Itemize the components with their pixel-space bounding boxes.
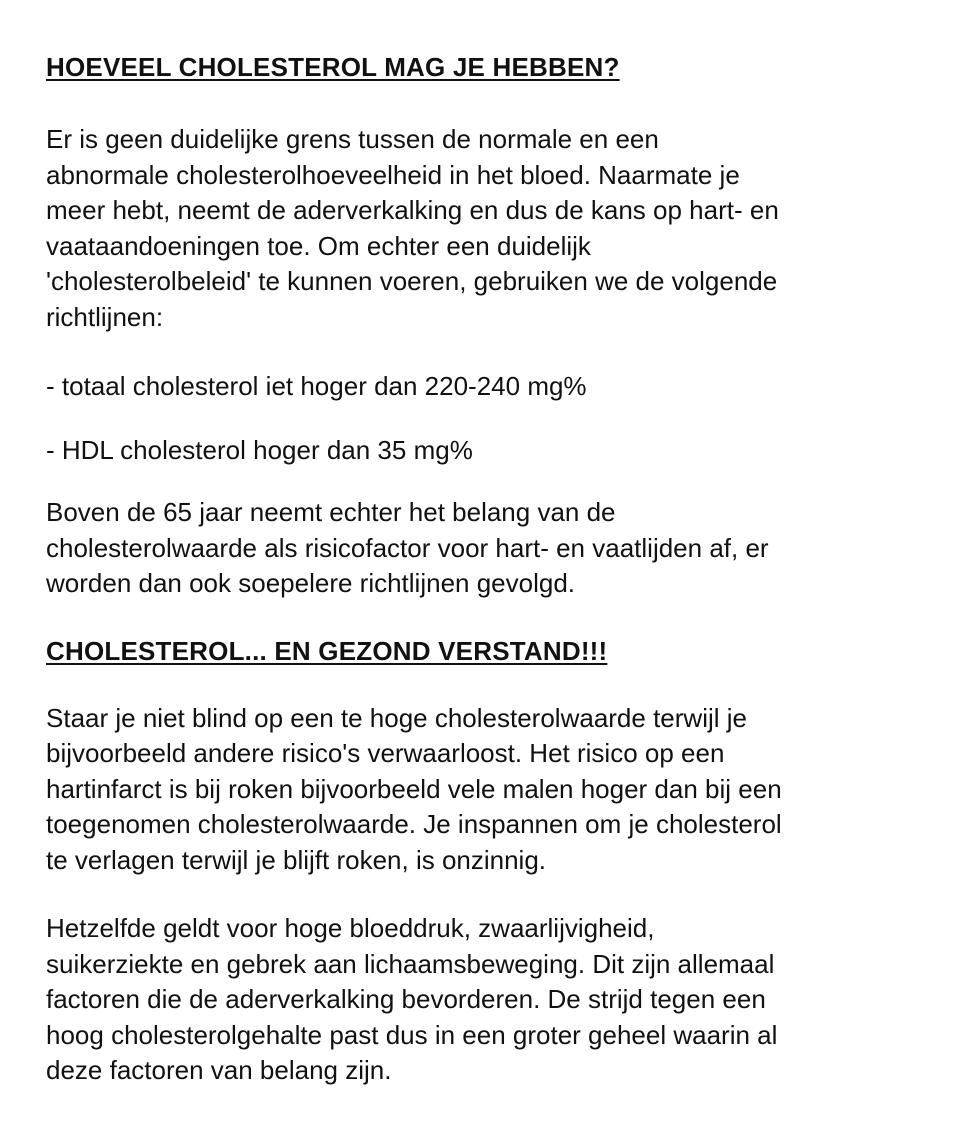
text-line: hoog cholesterolgehalte past dus in een groter geheel waarin al xyxy=(46,1019,778,1050)
text-line: hartinfarct is bij roken bijvoorbeeld vele malen hoger dan bij een xyxy=(46,773,782,804)
text-line: deze factoren van belang zijn. xyxy=(46,1055,392,1085)
text-line: - HDL cholesterol hoger dan 35 mg% xyxy=(46,434,473,465)
text-line: te verlagen terwijl je blijft roken, is onzinnig. xyxy=(46,844,547,875)
guideline-item-total-cholesterol xyxy=(46,369,940,405)
text-line: meer hebt, neemt de aderverkalking en dus de kans op hart- en xyxy=(46,195,779,225)
text-line: abnormale cholesterolhoeveelheid in het bloed. Naarmate je xyxy=(46,159,740,190)
text-line: cholesterolwaarde als risicofactor voor hart- en vaatlijden af, er xyxy=(46,532,769,563)
text-line: richtlijnen: xyxy=(46,301,164,332)
text-line: 'cholesterolbeleid' te kunnen voeren, gebruiken we de volgende xyxy=(46,266,778,296)
text-line: worden dan ook soepelere richtlijnen gevolgd. xyxy=(46,568,576,598)
text-line: Hetzelfde geldt voor hoge bloeddruk, zwaarlijvigheid, xyxy=(46,913,655,943)
intro-paragraph xyxy=(46,122,940,335)
section-heading-common-sense: CHOLESTEROL... EN GEZOND VERSTAND!!! xyxy=(46,635,608,666)
guideline-item-hdl-cholesterol xyxy=(46,433,940,469)
text-line: - totaal cholesterol iet hoger dan 220-240 mg% xyxy=(46,371,587,401)
body-paragraph-risk-factors xyxy=(46,911,940,1089)
text-line: factoren die de aderverkalking bevorderen. De strijd tegen een xyxy=(46,984,766,1014)
text-line: bijvoorbeeld andere risico's verwaarloost. Het risico op een xyxy=(46,738,725,768)
section-heading-cholesterol-limits: HOEVEEL CHOLESTEROL MAG JE HEBBEN? xyxy=(46,52,620,82)
text-line: Er is geen duidelijke grens tussen de normale en een xyxy=(46,124,659,154)
text-line: Boven de 65 jaar neemt echter het belang van de xyxy=(46,497,616,527)
text-line: suikerziekte en gebrek aan lichaamsbeweging. Dit zijn allemaal xyxy=(46,948,775,979)
text-line: toegenomen cholesterolwaarde. Je inspannen om je cholesterol xyxy=(46,809,782,839)
text-line: Staar je niet blind op een te hoge cholesterolwaarde terwijl je xyxy=(46,702,747,733)
body-paragraph-smoking xyxy=(46,701,940,879)
closing-paragraph xyxy=(46,495,940,602)
text-line: vaataandoeningen toe. Om echter een duidelijk xyxy=(46,230,591,261)
